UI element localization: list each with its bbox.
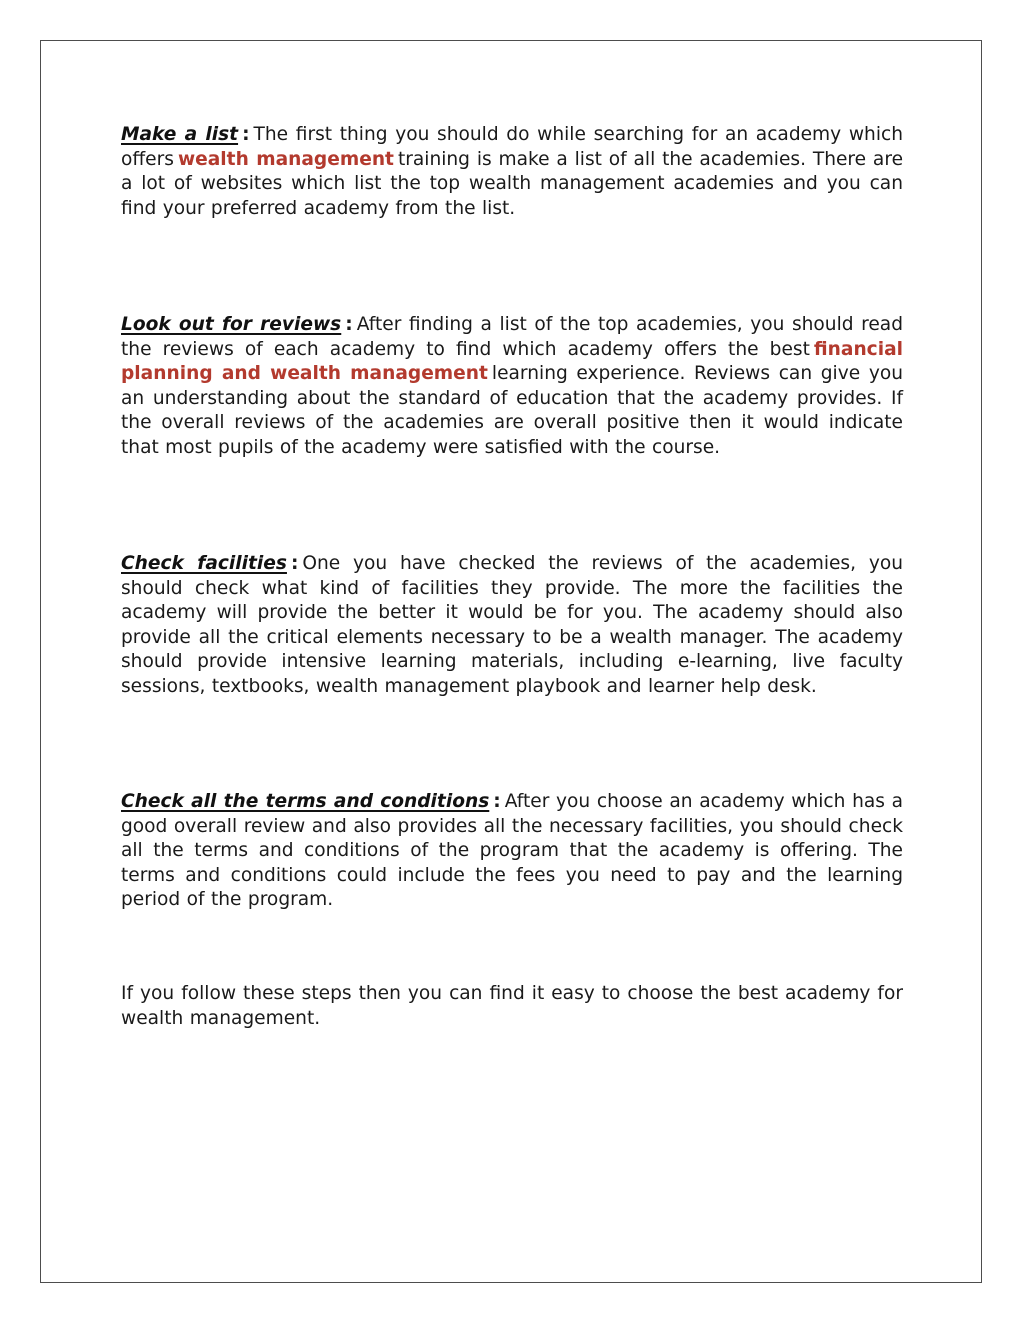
heading-colon: : [493, 791, 501, 812]
heading-colon: : [242, 124, 250, 145]
section-text: One you have checked the reviews of the academies, you should check what kind of facilities they provide. The more the facilities the academy will provide the better it would be for you. The academy should also provide all the critical elements necessary to be a wealth manager. The academy should provide intensive learning materials, including e-learning, live faculty sessions, textbooks, wealth management playbook and learner help desk. [121, 553, 903, 697]
section-text-before: The first thing you should do while searching for an academy which offers [121, 124, 903, 170]
section-make-a-list [121, 123, 903, 221]
section-heading: Check all the terms and conditions [121, 791, 490, 812]
document-page [40, 40, 982, 1283]
section-text-after: learning experience. Reviews can give you an understanding about the standard of education that the academy provides. If the overall reviews of the academies are overall positive then it would indicate that most pupils of the academy were satisfied with the course. [121, 363, 903, 458]
section-heading: Check facilities [121, 553, 287, 574]
keyword-link[interactable]: wealth management [177, 148, 394, 170]
section-check-facilities [121, 552, 903, 699]
section-heading: Look out for reviews [121, 314, 342, 335]
closing-paragraph: If you follow these steps then you can find it easy to choose the best academy for wealth management. [121, 983, 903, 1029]
section-text-before: After finding a list of the top academies, you should read the reviews of each academy to find which academy offers the best [121, 314, 903, 360]
heading-colon: : [345, 314, 353, 335]
section-look-out-for-reviews [121, 313, 903, 460]
heading-colon: : [290, 553, 299, 574]
section-check-terms-and-conditions [121, 790, 903, 913]
section-text: After you choose an academy which has a good overall review and also provides all the necessary facilities, you should check all the terms and conditions of the program that the academy is offering. The terms and conditions could include the fees you need to pay and the learning period of the program. [121, 791, 903, 910]
section-heading: Make a list [121, 124, 239, 145]
keyword-link[interactable]: financial planning and wealth management [121, 338, 903, 384]
section-text-after: training is make a list of all the academies. There are a lot of websites which list the top wealth management academies and you can find your preferred academy from the list. [121, 148, 904, 219]
